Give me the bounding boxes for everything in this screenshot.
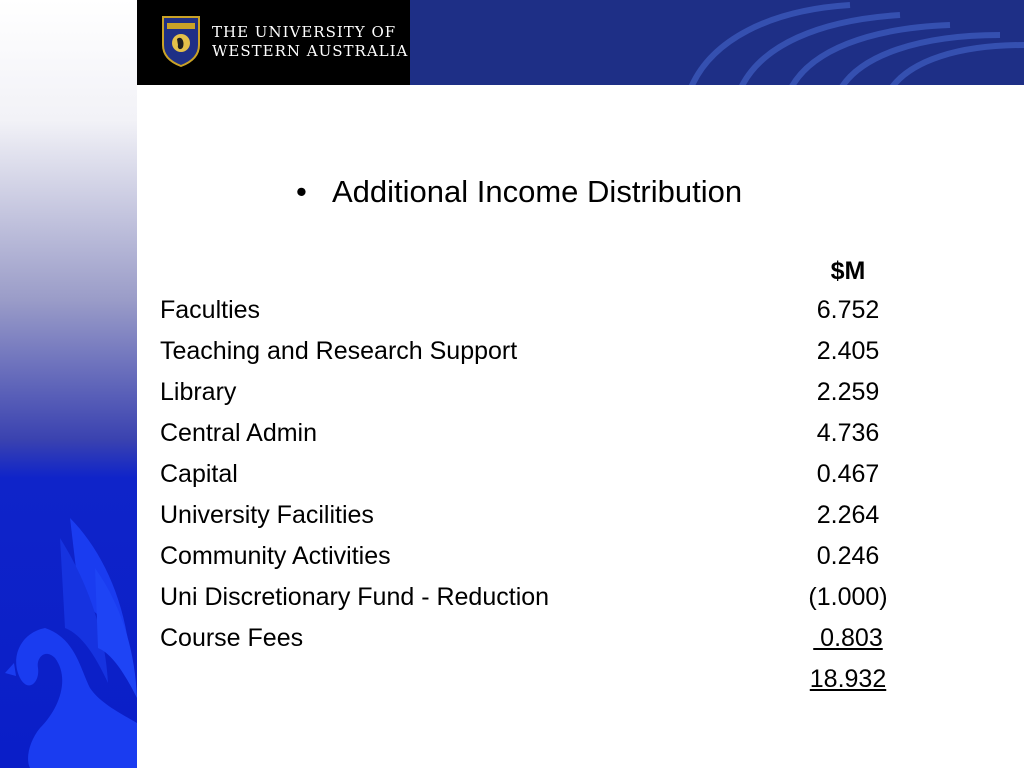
row-label: Teaching and Research Support — [160, 337, 518, 365]
table-row — [160, 618, 920, 659]
row-value: 6.752 — [816, 296, 880, 324]
row-label: Course Fees — [160, 624, 304, 652]
row-value: 0.246 — [816, 542, 880, 570]
row-value: 0.467 — [816, 460, 880, 488]
row-value: 4.736 — [816, 419, 880, 447]
row-label: Central Admin — [160, 419, 318, 447]
row-value: 2.259 — [816, 378, 880, 406]
table-row — [160, 577, 920, 618]
slide-heading-text: Additional Income Distribution — [332, 174, 743, 209]
left-decorative-band — [0, 0, 137, 768]
row-label: University Facilities — [160, 501, 374, 529]
table-row — [160, 454, 920, 495]
logo-block — [137, 0, 410, 85]
table-row — [160, 290, 920, 331]
university-crest-icon — [161, 15, 201, 67]
slide-heading — [296, 174, 742, 210]
university-name-line1: THE UNIVERSITY OF — [212, 23, 397, 41]
total-value: 18.932 — [809, 665, 887, 693]
row-label: Faculties — [160, 296, 261, 324]
row-label: Uni Discretionary Fund - Reduction — [160, 583, 550, 611]
row-value: 2.405 — [816, 337, 880, 365]
total-row — [160, 659, 920, 700]
bullet-icon: • — [296, 174, 307, 209]
header-banner — [137, 0, 1024, 85]
table-row — [160, 413, 920, 454]
table-row — [160, 536, 920, 577]
table-row — [160, 372, 920, 413]
column-header-amount: $M — [830, 257, 866, 285]
row-label: Community Activities — [160, 542, 391, 570]
black-swan-icon — [0, 508, 137, 768]
feather-pattern-icon — [410, 0, 1024, 85]
row-label: Capital — [160, 460, 238, 488]
university-name — [212, 23, 408, 61]
row-label: Library — [160, 378, 237, 406]
row-value: 0.803 — [813, 624, 883, 652]
university-name-line2: WESTERN AUSTRALIA — [212, 42, 409, 60]
row-value: (1.000) — [808, 583, 888, 611]
table-row — [160, 331, 920, 372]
table-row — [160, 495, 920, 536]
row-value: 2.264 — [816, 501, 880, 529]
